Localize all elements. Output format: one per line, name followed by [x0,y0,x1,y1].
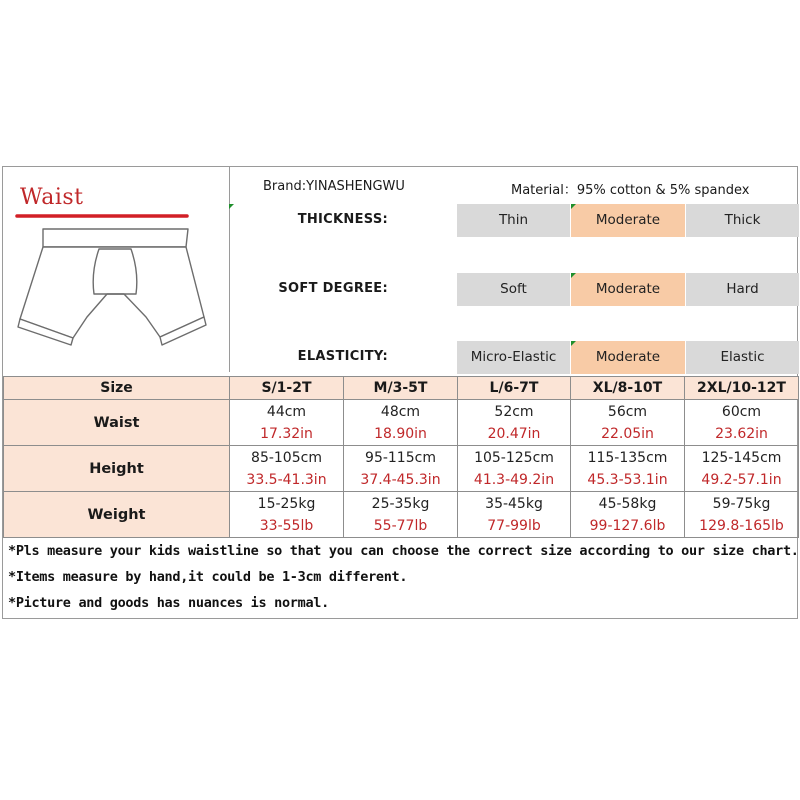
imperial-value: 49.2-57.1in [701,471,782,488]
imperial-value: 33-55lb [259,517,314,534]
briefs-body-shape [20,247,204,338]
corner-marker [571,273,576,278]
metric-value: 15-25kg [257,495,316,512]
size-column-header: S/1-2T [230,377,344,400]
size-column-header: L/6-7T [458,377,571,400]
measurement-cell [230,446,344,492]
measurement-cell [458,400,571,446]
brand-label: Brand:YINASHENGWU [263,179,405,194]
corner-marker [571,341,576,346]
measurement-cell [230,400,344,446]
measurement-cell [344,400,458,446]
elasticity-option-selected: Moderate [571,341,685,374]
metric-value: 48cm [380,403,421,420]
metric-value: 115-135cm [587,449,668,466]
size-column-header: XL/8-10T [571,377,685,400]
measurement-cell [571,400,685,446]
metric-value: 60cm [721,403,762,420]
imperial-value: 23.62in [715,425,768,442]
note-nuances: *Picture and goods has nuances is normal. [8,595,329,611]
measurement-cell [458,492,571,538]
size-table-header-row [4,377,799,400]
underwear-illustration-panel [3,167,230,372]
measurement-cell [685,400,799,446]
imperial-value: 37.4-45.3in [360,471,441,488]
thickness-label: THICKNESS: [297,212,388,227]
metric-value: 44cm [266,403,307,420]
table-row [4,400,799,446]
measurement-cell [344,492,458,538]
imperial-value: 33.5-41.3in [246,471,327,488]
thickness-option: Thick [686,204,799,237]
elasticity-option: Elastic [686,341,799,374]
table-row [4,492,799,538]
size-column-header: 2XL/10-12T [685,377,799,400]
corner-marker [229,204,234,209]
material-label: Material：95% cotton & 5% spandex [511,183,750,198]
imperial-value: 77-99lb [487,517,541,534]
waistband-shape [43,229,188,247]
imperial-value: 129.8-165lb [699,517,784,534]
imperial-value: 99-127.6lb [589,517,666,534]
thickness-option: Thin [457,204,570,237]
metric-value: 125-145cm [701,449,782,466]
measurement-cell [344,446,458,492]
metric-value: 85-105cm [251,449,322,466]
measurement-cell [685,492,799,538]
waist-label: Waist [20,185,84,210]
imperial-value: 18.90in [374,425,427,442]
imperial-value: 55-77lb [373,517,428,534]
metric-value: 56cm [607,403,648,420]
note-measure-waistline: *Pls measure your kids waistline so that you can choose the correct size according to our size chart. [8,543,799,559]
measurement-cell [571,492,685,538]
imperial-value: 45.3-53.1in [587,471,668,488]
metric-value: 95-115cm [365,449,436,466]
metric-value: 52cm [494,403,534,420]
imperial-value: 22.05in [601,425,654,442]
metric-value: 25-35kg [371,495,430,512]
imperial-value: 17.32in [260,425,313,442]
measurement-cell [458,446,571,492]
size-table [3,376,799,538]
row-label: Weight [4,492,230,538]
size-header-cell: Size [4,377,230,400]
row-label: Waist [4,400,230,446]
metric-value: 35-45kg [485,495,543,512]
metric-value: 45-58kg [598,495,657,512]
measurement-cell [230,492,344,538]
imperial-value: 20.47in [487,425,541,442]
soft-degree-option: Soft [457,273,570,306]
size-column-header: M/3-5T [344,377,458,400]
notes-section [3,535,798,619]
measurement-cell [685,446,799,492]
elasticity-label: ELASTICITY: [297,349,388,364]
measurement-cell [571,446,685,492]
size-chart [0,166,800,619]
metric-value: 105-125cm [474,449,554,466]
thickness-option-selected: Moderate [571,204,685,237]
elasticity-option: Micro-Elastic [457,341,570,374]
table-row [4,446,799,492]
soft-degree-label: SOFT DEGREE: [278,281,388,296]
row-label: Height [4,446,230,492]
imperial-value: 41.3-49.2in [473,471,555,488]
corner-marker [571,204,576,209]
soft-degree-option-selected: Moderate [571,273,685,306]
boxer-briefs-illustration [3,167,229,372]
soft-degree-option: Hard [686,273,799,306]
metric-value: 59-75kg [712,495,771,512]
note-hand-measure: *Items measure by hand,it could be 1-3cm different. [8,569,408,585]
